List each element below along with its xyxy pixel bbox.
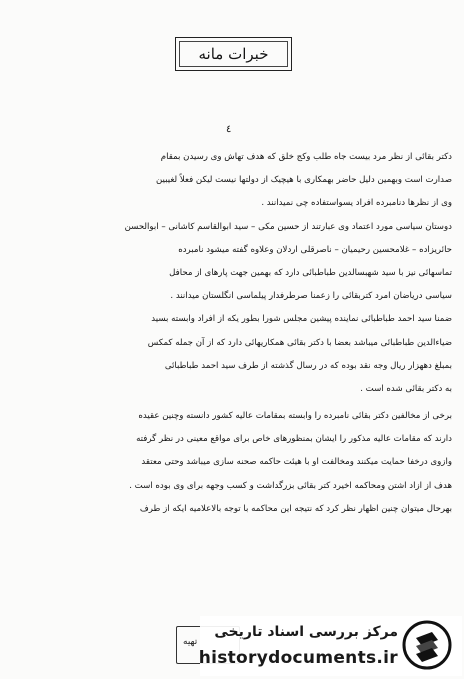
body-line: برخی از مخالفین دکتر بقائی نامبرده را وابسته بمقامات عالیه کشور دانسته وچنین عقیده: [138, 411, 452, 422]
body-line: ضمنا سید احمد طباطبائی نماینده پیشین مجلس شورا بطور یکه از افراد وابسته بسید: [151, 314, 452, 325]
body-line: دارند که مقامات عالیه مذکور را ایشان بمنظورهای خاص برای مواقع معینی در نظر گرفته: [136, 434, 452, 445]
body-line: دوستان سیاسی مورد اعتماد وی عبارتند از حسین مکی – سید ابوالقاسم کاشانی – ابوالحسن: [124, 221, 452, 232]
watermark-url: historydocuments.ir: [198, 648, 398, 668]
title-box: [175, 37, 292, 71]
document-body: [10, 146, 452, 521]
watermark: [200, 616, 462, 676]
body-line: وازوی درخفا حمایت میکنند ومخالفت او با هیئت حاکمه صحنه سازی میباشد وحتی معتقد: [141, 457, 452, 468]
body-line: صدارت است وبهمین دلیل حاضر بهمکاری با هیچیک از دولتها نیست لیکن فعلاً لغیبین: [156, 175, 452, 186]
body-line: حائریزاده – غلامحسین رحیمیان – ناصرقلی اردلان وعلاوه گفته میشود نامبرده: [178, 244, 452, 255]
body-line: ضیاءالدین طباطبائی میباشد بعضا با دکتر بقائی همکاریهائی دارد که از آن جمله کمکس: [147, 337, 452, 348]
body-line: تماسهائی نیز با سید شهبسالدین طباطبائی دارد که بهمین جهت پارهای از محافل: [169, 267, 452, 278]
body-line: بهرحال میتوان چنین اظهار نظر کرد که نتیجه این محاکمه با توجه بالاعلامیه ایکه از طرف: [139, 503, 452, 514]
body-line: وی از نظرها دنامبرده افراد یسواستفاده چی نمیدانند .: [261, 198, 452, 209]
page-number: ٤: [226, 124, 232, 135]
body-line: سیاسی دریاضان امرد کتربقائی را زعمنا صرطرفدار پیلماسی انگلستان میدانند .: [170, 291, 452, 302]
stamp-text: تهیه: [183, 637, 198, 647]
body-line: بمبلغ دههزار ریال وجه نقد بوده که در رسال گذشته از طرف سید احمد طباطبائی: [164, 360, 452, 371]
document-title: خبرات مانه: [198, 45, 269, 63]
archive-logo-icon: [402, 620, 452, 670]
body-line: دکتر بقائی از نظر مرد بیست جاه طلب وکج خلق که هدف تهاش وی رسیدن بمقام: [160, 152, 452, 162]
body-line: به دکتر بقائی شده است .: [360, 383, 452, 394]
body-line: هدف از ازاد اشتن ومحاکمه اخیرد کتر بقائی بزرگداشت و کسب وجهه برای وی بوده است .: [129, 480, 452, 491]
watermark-name: مرکز بررسی اسناد تاریخی: [214, 624, 398, 640]
